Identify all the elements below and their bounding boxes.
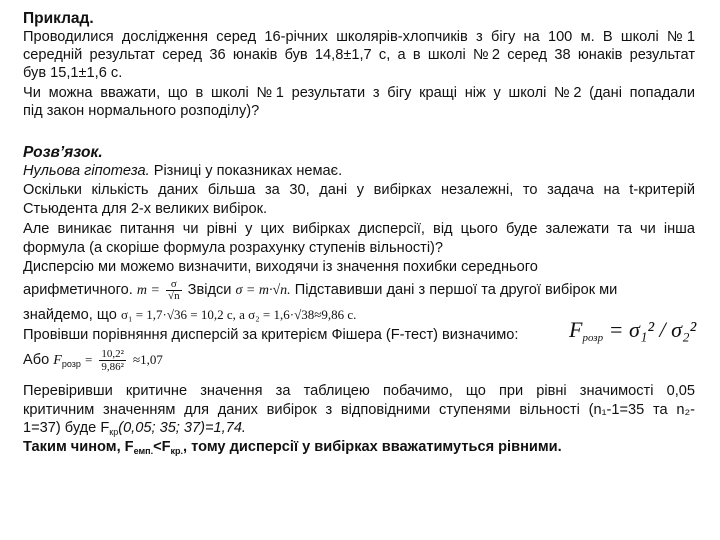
problem-line-4: Чи можна вважати, що в школі №1 результати з бігу кращі ніж у школі №2 (дані попадали <box>23 85 695 101</box>
or-label: Або <box>23 352 50 368</box>
check-line-1: Перевіривши критичне значення за таблицею побачимо, що при рівні значимості 0,05 <box>23 383 695 399</box>
conclusion-end: , тому дисперсії у вибірках вважатимуться рівними. <box>183 439 562 455</box>
fcr-sub: кр <box>109 427 119 437</box>
m-formula-fraction <box>166 279 182 302</box>
fcalc-lhs: F <box>53 353 62 368</box>
m-formula-den: √n <box>168 289 180 302</box>
body-line-1: Оскільки кількість даних більша за 30, дані у вибірках незалежні, то задача на t-критерій <box>23 182 695 198</box>
fisher-text: Провівши порівняння дисперсій за критерієм Фішера (F-тест) визначимо: <box>23 327 519 343</box>
conclusion-emp-sub: емп. <box>133 446 154 456</box>
fcalc-result: ≈1,07 <box>132 352 163 367</box>
null-hypothesis <box>23 162 342 180</box>
null-hypothesis-text: Різниці у показниках немає. <box>149 163 343 179</box>
fcalc-den: 9,86² <box>101 360 124 373</box>
check-line-3-text: 1=37) буде F <box>23 420 110 436</box>
null-hypothesis-label: Нульова гіпотеза. <box>23 163 150 179</box>
fcalc-fraction <box>99 348 126 373</box>
from-here: Звідси <box>187 282 232 298</box>
problem-line-5: під закон нормального розподілу)? <box>23 103 260 119</box>
fisher-lhs-sub: розр <box>582 332 604 344</box>
problem-line-2: середній результат серед 36 юнаків був 14,8±1,7 с, а в школі №2 серед 38 юнаків результат <box>23 47 695 63</box>
fisher-formula <box>569 317 696 351</box>
conclusion-mid: <F <box>153 439 171 455</box>
arith-prefix: арифметичного. <box>23 282 133 298</box>
found-prefix: знайдемо, що <box>23 307 117 323</box>
body-line-4: формула (а скоріше формула розрахунку ступенів вільності)? <box>23 240 444 256</box>
body-line-2: Стьюдента для 2-х великих вибірок. <box>23 201 268 217</box>
check-line-2: критичним значенням для даних вибірок з відповідними ступенями вільності (n₁-1=35 та n₂- <box>23 402 695 418</box>
example-heading: Приклад. <box>23 10 94 27</box>
fisher-rhs: = σ₁² / σ₂² <box>608 317 697 342</box>
fcr-value: (0,05; 35; 37)=1,74. <box>118 420 246 436</box>
conclusion-kr-sub: кр. <box>170 446 184 456</box>
m-formula-lhs: m = <box>136 283 160 298</box>
found-line <box>23 306 356 324</box>
m-formula-num: σ <box>166 279 182 291</box>
solution-heading: Розв’язок. <box>23 144 103 161</box>
body-line-3: Але виникає питання чи рівні у цих вибірках дисперсії, від цього буде залежати та чи інша <box>23 221 695 237</box>
sigma-formula: σ = m·√n. <box>235 283 291 298</box>
sigma-values: σ₁ = 1,7·√36 = 10,2 с, а σ₂ = 1,6·√38≈9,86 с. <box>120 307 357 322</box>
body-line-5: Дисперсію ми можемо визначити, виходячи із значення похибки середнього <box>23 259 538 275</box>
problem-line-1: Проводилися дослідження серед 16-річних школярів-хлопчиків з бігу на 100 м. В школі №1 <box>23 29 695 45</box>
fcalc-num: 10,2² <box>101 347 124 360</box>
fcalc-lhs-sub: розр <box>61 359 81 369</box>
problem-line-3: був 15,1±1,6 с. <box>23 65 123 81</box>
or-line: Або $F_{розр}$ = $\frac{\text{10,2²}}{\text{9,86²}}$ ≈1,07 <box>23 347 163 373</box>
arith-suffix: Підставивши дані з першої та другої вибірок ми <box>294 282 618 298</box>
arithmetic-line <box>23 277 617 303</box>
conclusion-start: Таким чином, F <box>23 439 134 455</box>
conclusion-line <box>23 438 562 460</box>
fisher-lhs: F <box>569 317 583 342</box>
